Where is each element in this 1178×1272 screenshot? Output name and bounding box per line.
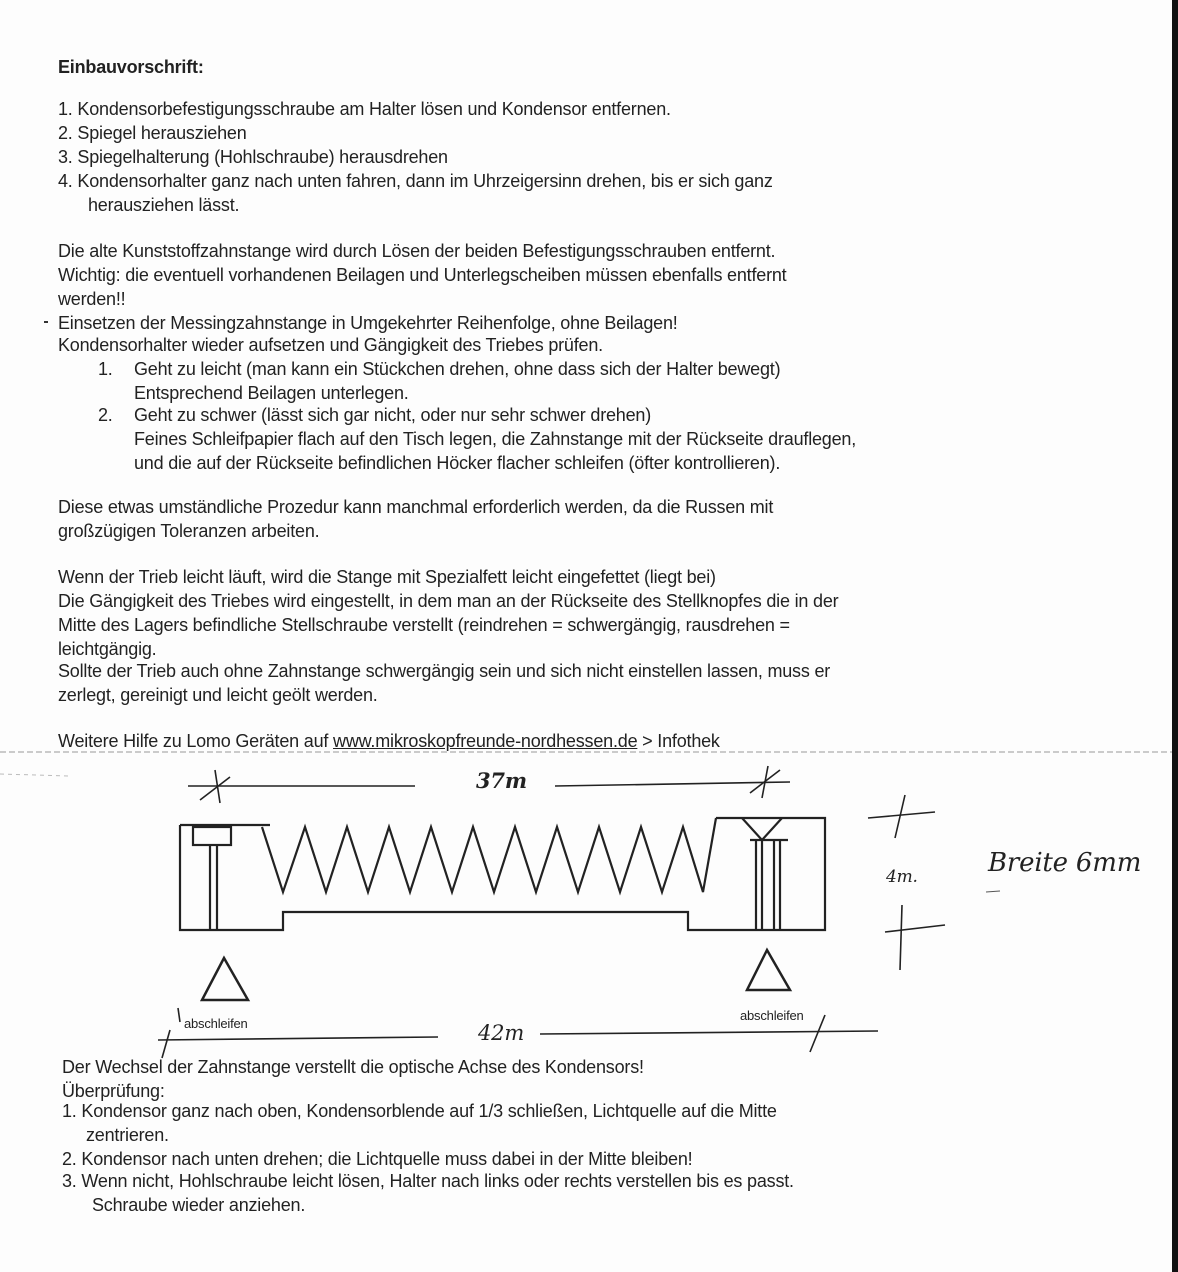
- check-1-line-1: Geht zu leicht (man kann ein Stückchen drehen, ohne dass sich der Halter bewegt): [134, 359, 781, 379]
- para2-line-2: großzügigen Toleranzen arbeiten.: [58, 521, 320, 541]
- para2-line-1: Diese etwas umständliche Prozedur kann manchmal erforderlich werden, da die Russen mit: [58, 497, 774, 517]
- step-3: 3. Spiegelhalterung (Hohlschraube) herausdrehen: [58, 147, 448, 167]
- para4-line-1: Der Wechsel der Zahnstange verstellt die optische Achse des Kondensors!: [62, 1057, 644, 1077]
- check-2-line-3: und die auf der Rückseite befindlichen Höcker flacher schleifen (öfter kontrollieren).: [134, 453, 781, 473]
- para4-line-2: Überprüfung:: [62, 1081, 165, 1101]
- para3-line-1: Wenn der Trieb leicht läuft, wird die Stange mit Spezialfett leicht eingefettet (liegt bei): [58, 567, 716, 587]
- verify-2: 2. Kondensor nach unten drehen; die Lichtquelle muss dabei in der Mitte bleiben!: [62, 1149, 693, 1169]
- para1-line-1: Die alte Kunststoffzahnstange wird durch Lösen der beiden Befestigungsschrauben entfernt.: [58, 241, 776, 261]
- bottom-dimension-label: 42m: [478, 1021, 525, 1045]
- document-title: Einbauvorschrift:: [58, 57, 204, 77]
- check-2-line-2: Feines Schleifpapier flach auf den Tisch legen, die Zahnstange mit der Rückseite drauflegen,: [134, 429, 857, 449]
- para3-line-4: leichtgängig.: [58, 639, 157, 659]
- check-2-line-1: Geht zu schwer (lässt sich gar nicht, oder nur sehr schwer drehen): [134, 405, 652, 425]
- para3-line-3: Mitte des Lagers befindliche Stellschraube verstellt (reindrehen = schwergängig, rausdrehen =: [58, 615, 790, 635]
- verify-3-cont: Schraube wieder anziehen.: [92, 1195, 306, 1215]
- check-2-num: 2.: [98, 405, 113, 425]
- step-1: 1. Kondensorbefestigungsschraube am Halter lösen und Kondensor entfernen.: [58, 99, 671, 119]
- verify-1: 1. Kondensor ganz nach oben, Kondensorblende auf 1/3 schließen, Lichtquelle auf die Mitte: [62, 1101, 777, 1121]
- help-suffix: > Infothek: [637, 731, 720, 751]
- verify-1-cont: zentrieren.: [86, 1125, 169, 1145]
- step-4-cont: herausziehen lässt.: [88, 195, 240, 215]
- para3-line-6: zerlegt, gereinigt und leicht geölt werden.: [58, 685, 378, 705]
- right-support-icon: [747, 950, 790, 990]
- para1-line-3: werden!!: [58, 289, 126, 309]
- check-1-line-2: Entsprechend Beilagen unterlegen.: [134, 383, 409, 403]
- scan-edge: [1172, 0, 1178, 1272]
- para1-line-5: Kondensorhalter wieder aufsetzen und Gängigkeit des Triebes prüfen.: [58, 335, 603, 355]
- para1-line-4: Einsetzen der Messingzahnstange in Umgekehrter Reihenfolge, ohne Beilagen!: [58, 313, 678, 333]
- check-1-num: 1.: [98, 359, 113, 379]
- height-dimension-label: 4m.: [886, 867, 918, 887]
- para3-line-2: Die Gängigkeit des Triebes wird eingestellt, in dem man an der Rückseite des Stellknopfes die in der: [58, 591, 839, 611]
- label-right-abschleifen: abschleifen: [740, 1008, 804, 1023]
- para1-line-2: Wichtig: die eventuell vorhandenen Beilagen und Unterlegscheiben müssen ebenfalls entfernt: [58, 265, 787, 285]
- label-left-abschleifen: abschleifen: [184, 1016, 248, 1031]
- step-2: 2. Spiegel herausziehen: [58, 123, 247, 143]
- help-link[interactable]: www.mikroskopfreunde-nordhessen.de: [333, 731, 638, 751]
- verify-3: 3. Wenn nicht, Hohlschraube leicht lösen, Halter nach links oder rechts verstellen bis es passt.: [62, 1171, 794, 1191]
- para3-line-5: Sollte der Trieb auch ohne Zahnstange schwergängig sein und sich nicht einstellen lassen, muss er: [58, 661, 831, 681]
- step-4: 4. Kondensorhalter ganz nach unten fahren, dann im Uhrzeigersinn drehen, bis er sich ganz: [58, 171, 773, 191]
- left-support-icon: [202, 958, 248, 1000]
- help-prefix: Weitere Hilfe zu Lomo Geräten auf: [58, 731, 334, 751]
- width-note: Breite 6mm: [988, 848, 1142, 878]
- top-dimension-label: 37m: [476, 768, 527, 793]
- rack-body: [180, 818, 825, 930]
